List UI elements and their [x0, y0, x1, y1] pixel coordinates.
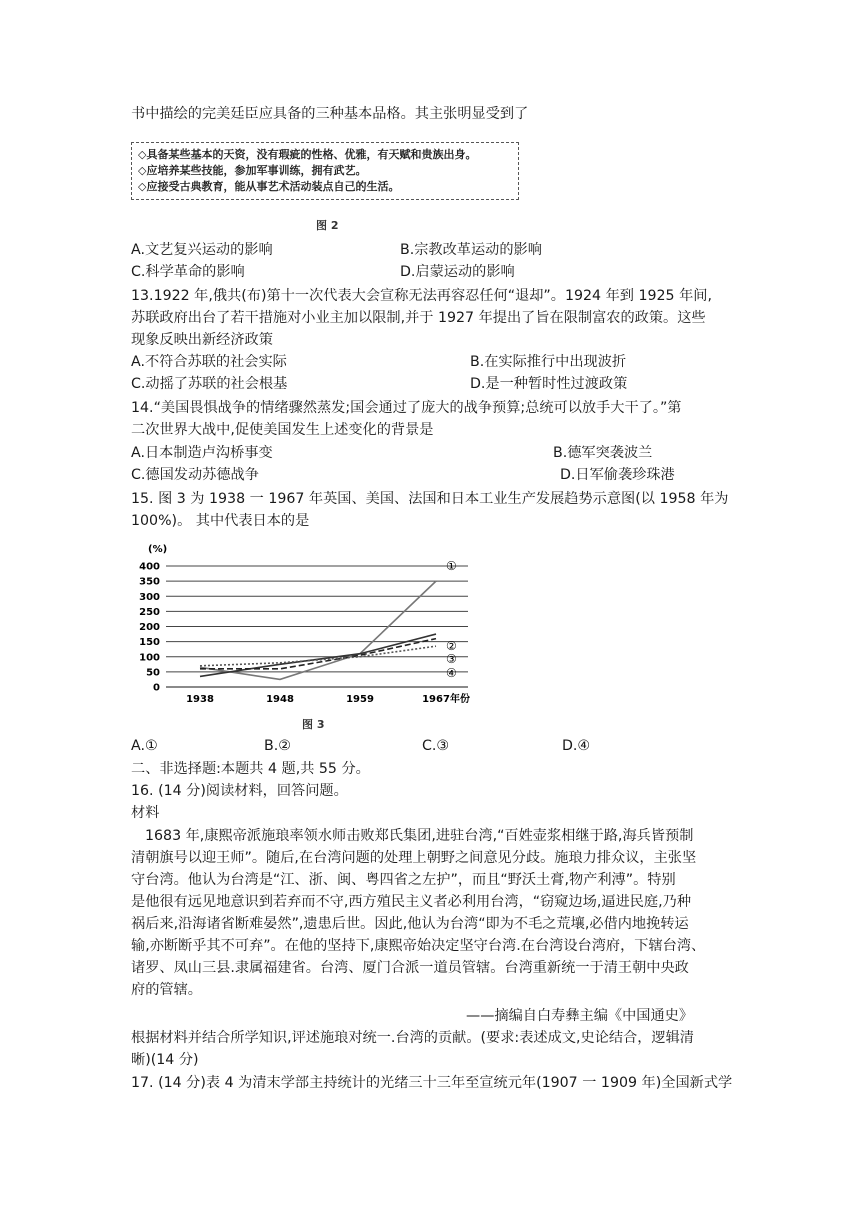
y-tick-label: 200 [139, 622, 160, 633]
material-line-5: 祸后来,沿海诸省断难晏然”,遗患后世。因此,他认为台湾“即为不毛之荒壤,必借内地挽转运 [131, 916, 689, 932]
q12-option-c: C.科学革命的影响 [131, 264, 245, 280]
figure-3-chart [130, 540, 490, 740]
q13-option-d: D.是一种暂时性过渡政策 [470, 376, 628, 392]
q13-option-a: A.不符合苏联的社会实际 [131, 354, 287, 370]
y-tick-label: 150 [139, 637, 160, 649]
y-tick-label: 400 [139, 561, 160, 573]
x-tick-label: 1959 [346, 694, 374, 705]
y-tick-label: 350 [139, 576, 160, 588]
series-label-3: ③ [446, 652, 457, 666]
q15-line-2: 100%)。 其中代表日本的是 [131, 513, 310, 529]
y-tick-label: 50 [146, 667, 160, 679]
q14-option-a: A.日本制造卢沟桥事变 [131, 445, 273, 461]
material-source: ——摘编自白寿彝主编《中国通史》 [466, 1008, 694, 1024]
q16-requirement-line-1: 根据材料并结合所学知识,评述施琅对统一.台湾的贡献。(要求:表述成文,史论结合，逻辑清 [131, 1030, 694, 1046]
material-line-3: 守台湾。他认为台湾是“江、浙、闽、粤四省之左护”，而且“野沃土膏,物产利溥”。特别 [131, 872, 676, 888]
q13-option-b: B.在实际推行中出现波折 [470, 354, 627, 370]
material-line-2: 清朝旗号以迎王师”。随后,在台湾问题的处理上朝野之间意见分歧。施琅力排众议，主张坚 [131, 850, 697, 866]
q13-line-1: 13.1922 年,俄共(布)第十一次代表大会宣称无法再容忍任何“退却”。1924 年到 1925 年间, [131, 288, 712, 304]
series-label-1: ① [446, 559, 457, 573]
y-tick-label: 250 [139, 606, 160, 618]
q13-line-2: 苏联政府出台了若干措施对小业主加以限制,并于 1927 年提出了旨在限制富农的政策。这些 [131, 310, 706, 326]
material-line-7: 诸罗、凤山三县.隶属福建省。台湾、厦门合派一道员管辖。台湾重新统一于清王朝中央政 [131, 960, 689, 976]
figure-2-caption: 图 2 [316, 219, 339, 232]
series-label-4: ④ [446, 666, 457, 680]
q15-option-a: A.① [131, 738, 158, 754]
figure-2-box [131, 142, 519, 200]
box-line-1: ◇具备某些基本的天资，没有瑕疵的性格、优雅，有天赋和贵族出身。 [138, 148, 477, 161]
q14-line-1: 14.“美国畏惧战争的情绪骤然蒸发;国会通过了庞大的战争预算;总统可以放手大干了。”第 [131, 400, 682, 416]
y-tick-label: 100 [139, 652, 160, 664]
series-line-2 [200, 634, 436, 676]
material-line-4: 是他很有远见地意识到若弃而不守,西方殖民主义者必利用台湾，“窃窥边场,逼进民庭,乃种 [131, 894, 692, 910]
q14-option-b: B.德军突袭波兰 [553, 445, 653, 461]
q12-option-b: B.宗教改革运动的影响 [400, 242, 542, 258]
q15-line-1: 15. 图 3 为 1938 一 1967 年英国、美国、法国和日本工业生产发展趋势示意图(以 1958 年为 [131, 491, 729, 507]
material-label: 材料 [131, 805, 160, 821]
figure-3-caption: 图 3 [302, 718, 325, 731]
q14-option-d: D.日军偷袭珍珠港 [560, 467, 675, 483]
box-line-2: ◇应培养某些技能，参加军事训练，拥有武艺。 [138, 164, 367, 177]
box-line-3: ◇应接受古典教育，能从事艺术活动装点自己的生活。 [138, 180, 400, 193]
q13-option-c: C.动摇了苏联的社会根基 [131, 376, 288, 392]
question-12-stem: 书中描绘的完美廷臣应具备的三种基本品格。其主张明显受到了 [131, 106, 529, 122]
material-line-1: 1683 年,康熙帝派施琅率领水师击败郑氏集团,进驻台湾,“百姓壶浆相继于路,海兵皆预制 [145, 828, 694, 844]
x-tick-label: 1938 [186, 694, 214, 705]
y-tick-label: 300 [139, 591, 160, 603]
q12-option-a: A.文艺复兴运动的影响 [131, 242, 273, 258]
material-line-8: 府的管辖。 [131, 982, 202, 998]
q12-option-d: D.启蒙运动的影响 [400, 264, 515, 280]
material-line-6: 输,亦断断乎其不可弃”。在他的坚持下,康熙帝始决定坚守台湾.在台湾设台湾府，下辖台湾、 [131, 938, 706, 954]
x-tick-label: 1967 [422, 694, 450, 705]
q14-line-2: 二次世界大战中,促使美国发生上述变化的背景是 [131, 422, 434, 438]
q16-requirement-line-2: 晰)(14 分) [131, 1052, 199, 1068]
q14-option-c: C.德国发动苏德战争 [131, 467, 259, 483]
q17-line-1: 17. (14 分)表 4 为清末学部主持统计的光绪三十三年至宣统元年(1907 一 1909 年)全国新式学 [131, 1075, 733, 1091]
q15-option-c: C.③ [422, 738, 450, 754]
q13-line-3: 现象反映出新经济政策 [131, 332, 273, 348]
q16-heading: 16. (14 分)阅读材料，回答问题。 [131, 783, 348, 799]
section-2-heading: 二、非选择题:本题共 4 题,共 55 分。 [131, 761, 370, 777]
y-axis-unit: (%) [148, 544, 168, 555]
q15-option-d: D.④ [562, 738, 591, 754]
series-label-2: ② [446, 639, 457, 653]
y-tick-label: 0 [153, 682, 160, 694]
x-axis-label: 年份 [450, 694, 470, 705]
q15-option-b: B.② [264, 738, 291, 754]
x-tick-label: 1948 [266, 694, 294, 705]
